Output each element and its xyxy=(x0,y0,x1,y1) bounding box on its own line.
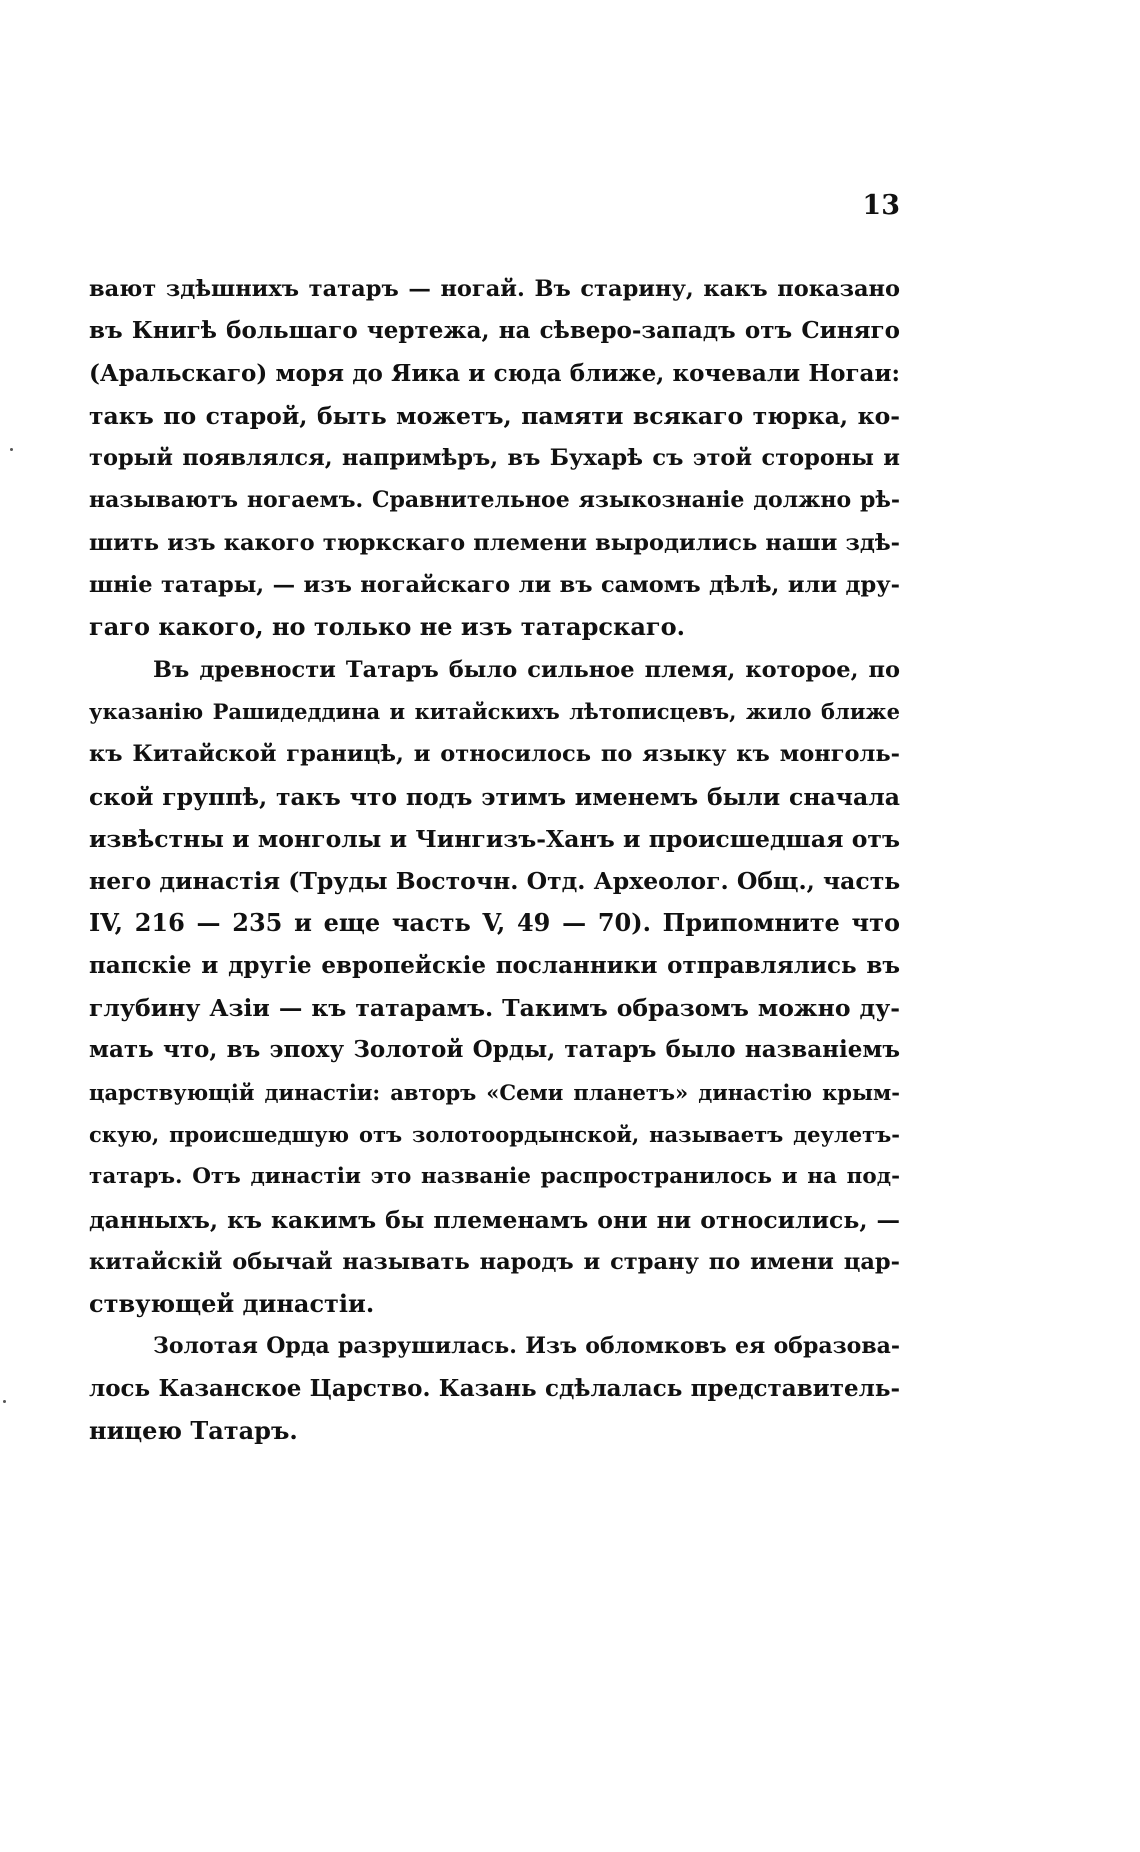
text-line: ствующей династіи. xyxy=(89,1289,375,1319)
text-line: него династія (Труды Восточн. Отд. Археолог. Общ., часть xyxy=(89,867,900,896)
paragraph xyxy=(89,649,900,1326)
text-line: такъ по старой, быть можетъ, памяти всякаго тюрка, ко- xyxy=(89,401,900,430)
text-line: китайскій обычай называть народъ и страну по имени цар- xyxy=(89,1248,900,1275)
text-line: называютъ ногаемъ. Сравнительное языкознаніе должно рѣ- xyxy=(89,487,900,514)
text-line: торый появлялся, напримѣръ, въ Бухарѣ съ этой стороны и xyxy=(89,445,900,472)
text-line: IV, 216 — 235 и еще часть V, 49 — 70). Припомните что xyxy=(89,908,900,938)
text-line: извѣстны и монголы и Чингизъ-Ханъ и происшедшая отъ xyxy=(89,824,900,853)
text-line: шніе татары, — изъ ногайскаго ли въ самомъ дѣлѣ, или дру- xyxy=(89,572,900,599)
page-number: 13 xyxy=(862,190,900,221)
text-line: мать что, въ эпоху Золотой Орды, татаръ было названіемъ xyxy=(89,1036,900,1064)
text-line: вают здѣшнихъ татаръ — ногай. Въ старину, какъ показано xyxy=(89,276,900,302)
text-line: гаго какого, но только не изъ татарскаго. xyxy=(89,612,685,642)
text-line: данныхъ, къ какимъ бы племенамъ они ни относились, — xyxy=(89,1205,900,1234)
text-line: скую, происшедшую отъ золотоордынской, называетъ деулетъ- xyxy=(89,1121,900,1147)
text-line: указанію Рашидеддина и китайскихъ лѣтописцевъ, жило ближе xyxy=(89,698,900,724)
text-line: глубину Азіи — къ татарамъ. Такимъ образомъ можно ду- xyxy=(89,994,900,1023)
text-line: Въ древности Татаръ было сильное племя, которое, по xyxy=(153,656,900,683)
text-line: царствующій династіи: авторъ «Семи планетъ» династію крым- xyxy=(89,1079,900,1105)
scan-speck xyxy=(10,448,13,451)
text-line: шить изъ какого тюркскаго племени выродились наши здѣ- xyxy=(89,529,900,556)
text-line: въ Книгѣ большаго чертежа, на сѣверо-западъ отъ Синяго xyxy=(89,317,900,345)
text-line: Золотая Орда разрушилась. Изъ обломковъ ея образова- xyxy=(153,1333,900,1360)
text-line: ницею Татаръ. xyxy=(89,1416,298,1446)
text-line: лось Казанское Царство. Казань сдѣлалась представитель- xyxy=(89,1374,900,1402)
text-line: ской группѣ, такъ что подъ этимъ именемъ были сначала xyxy=(89,782,900,811)
text-line: татаръ. Отъ династіи это названіе распространилось и на под- xyxy=(89,1164,900,1190)
text-body xyxy=(89,268,900,1452)
paragraph xyxy=(89,268,900,649)
scan-speck xyxy=(3,1400,6,1403)
paragraph xyxy=(89,1325,900,1452)
text-line: (Аральскаго) моря до Яика и сюда ближе, кочевали Ногаи: xyxy=(89,359,900,387)
text-line: папскіе и другіе европейскіе посланники отправлялись въ xyxy=(89,951,900,979)
text-line: къ Китайской границѣ, и относилось по языку къ монголь- xyxy=(89,741,900,768)
